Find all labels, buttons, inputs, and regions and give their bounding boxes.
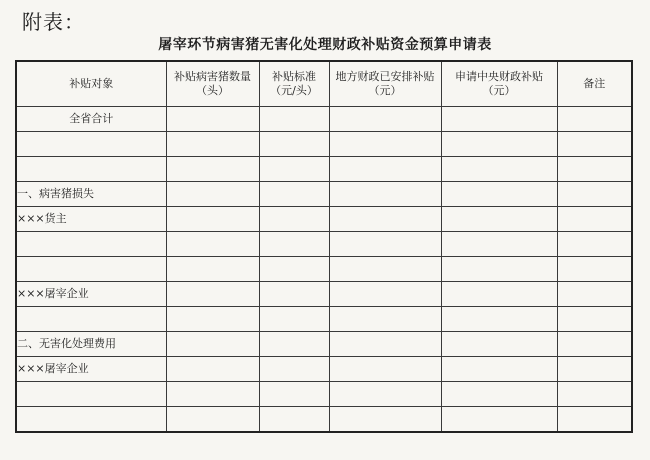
header-remarks-line: 备注 [583, 77, 606, 90]
subsidy-standard-cell [259, 132, 329, 157]
row-label-cell [16, 232, 166, 257]
row-label-cell: ×××屠宰企业 [16, 282, 166, 307]
table-row [16, 282, 632, 307]
header-local-subsidy-unit: （元） [368, 84, 402, 97]
local-subsidy-cell [329, 182, 441, 207]
table-body [16, 107, 632, 433]
remarks-cell [557, 182, 632, 207]
central-subsidy-cell [441, 132, 557, 157]
header-row [16, 61, 632, 107]
local-subsidy-cell [329, 132, 441, 157]
table-row [16, 182, 632, 207]
table-row [16, 382, 632, 407]
central-subsidy-cell [441, 307, 557, 332]
row-label-cell [16, 407, 166, 433]
row-label-cell: ×××货主 [16, 207, 166, 232]
local-subsidy-cell [329, 232, 441, 257]
pig-count-cell [166, 407, 259, 433]
remarks-cell [557, 207, 632, 232]
header-subsidy-target [16, 61, 166, 107]
local-subsidy-cell [329, 282, 441, 307]
header-pig-count-unit: （头） [196, 84, 229, 97]
central-subsidy-cell [441, 257, 557, 282]
pig-count-cell [166, 132, 259, 157]
table-row [16, 307, 632, 332]
pig-count-cell [166, 382, 259, 407]
table-row [16, 207, 632, 232]
local-subsidy-cell [329, 257, 441, 282]
budget-table [15, 60, 633, 433]
row-label-cell: 一、病害猪损失 [16, 182, 166, 207]
row-label-cell [16, 382, 166, 407]
row-label-cell [16, 257, 166, 282]
central-subsidy-cell [441, 357, 557, 382]
remarks-cell [557, 282, 632, 307]
subsidy-standard-cell [259, 307, 329, 332]
local-subsidy-cell [329, 307, 441, 332]
remarks-cell [557, 232, 632, 257]
pig-count-cell [166, 232, 259, 257]
local-subsidy-cell [329, 382, 441, 407]
table-row [16, 357, 632, 382]
row-label-cell: ×××屠宰企业 [16, 357, 166, 382]
local-subsidy-cell [329, 207, 441, 232]
central-subsidy-cell [441, 232, 557, 257]
remarks-cell [557, 257, 632, 282]
subsidy-standard-cell [259, 182, 329, 207]
table-row [16, 332, 632, 357]
header-subsidy-standard-line: 补贴标准 [272, 70, 316, 83]
header-local-subsidy-line: 地方财政已安排补贴 [335, 70, 435, 83]
pig-count-cell [166, 257, 259, 282]
remarks-cell [557, 382, 632, 407]
table-row [16, 132, 632, 157]
subsidy-standard-cell [259, 407, 329, 433]
remarks-cell [557, 407, 632, 433]
header-remarks [557, 61, 632, 107]
remarks-cell [557, 307, 632, 332]
central-subsidy-cell [441, 107, 557, 132]
subsidy-standard-cell [259, 107, 329, 132]
header-central-subsidy-unit: （元） [482, 84, 516, 97]
pig-count-cell [166, 107, 259, 132]
remarks-cell [557, 132, 632, 157]
row-label-cell: 二、无害化处理费用 [16, 332, 166, 357]
annex-label: 附表： [22, 10, 85, 34]
local-subsidy-cell [329, 357, 441, 382]
central-subsidy-cell [441, 157, 557, 182]
remarks-cell [557, 332, 632, 357]
row-label-cell [16, 132, 166, 157]
central-subsidy-cell [441, 282, 557, 307]
local-subsidy-cell [329, 107, 441, 132]
table-row [16, 257, 632, 282]
subsidy-standard-cell [259, 332, 329, 357]
header-pig-count [166, 61, 259, 107]
table-row [16, 232, 632, 257]
central-subsidy-cell [441, 332, 557, 357]
remarks-cell [557, 157, 632, 182]
row-label-cell: 全省合计 [16, 107, 166, 132]
subsidy-standard-cell [259, 232, 329, 257]
remarks-cell [557, 107, 632, 132]
pig-count-cell [166, 182, 259, 207]
central-subsidy-cell [441, 382, 557, 407]
remarks-cell [557, 357, 632, 382]
header-subsidy-target-line: 补贴对象 [69, 77, 114, 90]
subsidy-standard-cell [259, 382, 329, 407]
table-row [16, 107, 632, 132]
pig-count-cell [166, 157, 259, 182]
central-subsidy-cell [441, 407, 557, 433]
subsidy-standard-cell [259, 257, 329, 282]
header-subsidy-standard-unit: （元/头） [270, 84, 318, 97]
row-label-cell [16, 307, 166, 332]
header-central-subsidy-line: 申请中央财政补贴 [455, 70, 543, 83]
table-row [16, 407, 632, 433]
table-title: 屠宰环节病害猪无害化处理财政补贴资金预算申请表 [158, 37, 492, 53]
header-local-subsidy [329, 61, 441, 107]
table-row [16, 157, 632, 182]
subsidy-standard-cell [259, 207, 329, 232]
subsidy-standard-cell [259, 282, 329, 307]
local-subsidy-cell [329, 407, 441, 433]
pig-count-cell [166, 207, 259, 232]
pig-count-cell [166, 332, 259, 357]
subsidy-standard-cell [259, 357, 329, 382]
central-subsidy-cell [441, 207, 557, 232]
header-subsidy-standard [259, 61, 329, 107]
pig-count-cell [166, 282, 259, 307]
local-subsidy-cell [329, 157, 441, 182]
local-subsidy-cell [329, 332, 441, 357]
subsidy-standard-cell [259, 157, 329, 182]
central-subsidy-cell [441, 182, 557, 207]
row-label-cell [16, 157, 166, 182]
header-central-subsidy [441, 61, 557, 107]
header-pig-count-line: 补贴病害猪数量 [174, 70, 251, 83]
pig-count-cell [166, 357, 259, 382]
pig-count-cell [166, 307, 259, 332]
